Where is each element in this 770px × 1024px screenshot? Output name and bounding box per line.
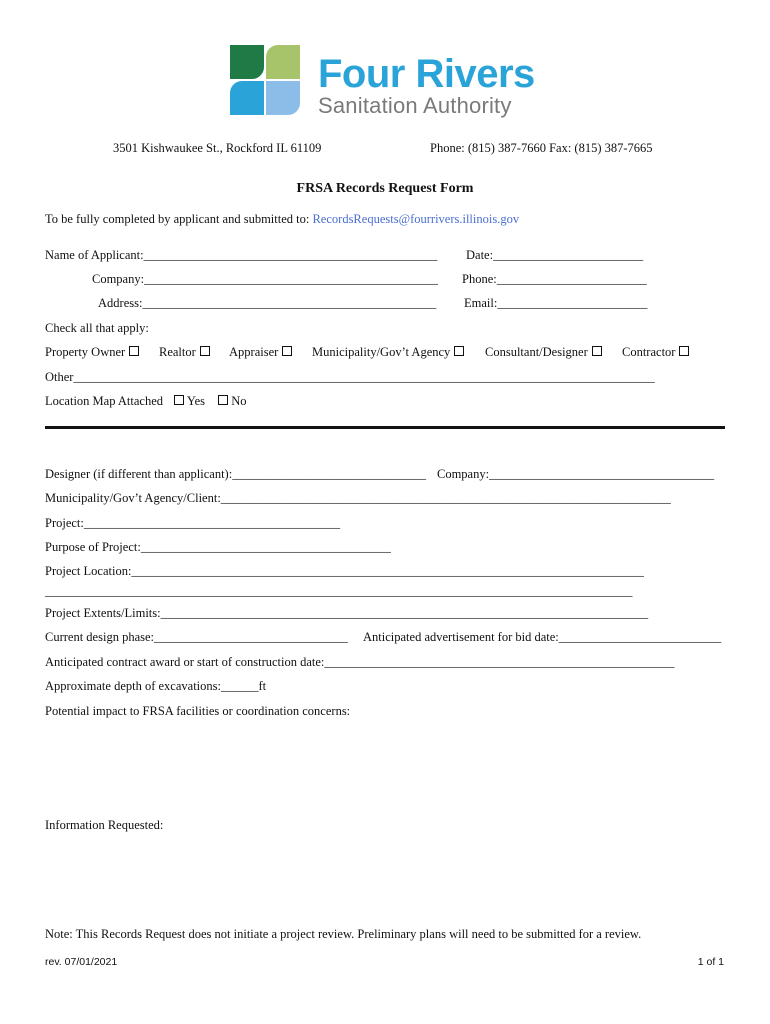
checkbox-icon[interactable]	[592, 346, 602, 356]
address-field[interactable]: Address:_______________________________________________	[98, 296, 437, 310]
option-realtor[interactable]: Realtor	[159, 345, 210, 360]
other-field[interactable]: Other_____________________________________________________________________________________________	[45, 370, 655, 384]
impact-label: Potential impact to FRSA facilities or coordination concerns:	[45, 704, 351, 718]
office-phone-fax: Phone: (815) 387-7660 Fax: (815) 387-7665	[430, 141, 653, 155]
office-address: 3501 Kishwaukee St., Rockford IL 61109	[113, 141, 322, 155]
municipality-client-field[interactable]: Municipality/Gov’t Agency/Client:________________________________________________________________________	[45, 491, 671, 505]
excavation-depth-field[interactable]: Approximate depth of excavations:______ft	[45, 679, 267, 693]
project-location-field[interactable]: Project Location:__________________________________________________________________________________	[45, 564, 644, 578]
checkbox-icon[interactable]	[200, 346, 210, 356]
brand-subtitle: Sanitation Authority	[318, 93, 512, 118]
location-map-label: Location Map Attached	[45, 394, 164, 408]
option-municipality[interactable]: Municipality/Gov’t Agency	[312, 345, 464, 360]
no-checkbox-icon[interactable]	[218, 395, 228, 405]
project-extents-field[interactable]: Project Extents/Limits:______________________________________________________________________________	[45, 606, 649, 620]
option-property-owner[interactable]: Property Owner	[45, 345, 139, 360]
yes-checkbox-icon[interactable]	[174, 395, 184, 405]
check-all-label: Check all that apply:	[45, 321, 149, 335]
project-field[interactable]: Project:_________________________________________	[45, 516, 341, 530]
purpose-field[interactable]: Purpose of Project:________________________________________	[45, 540, 391, 554]
section-divider	[45, 426, 725, 429]
checkbox-icon[interactable]	[679, 346, 689, 356]
submit-email-link[interactable]: RecordsRequests@fourrivers.illinois.gov	[312, 212, 520, 226]
four-rivers-logo-icon	[228, 43, 302, 117]
form-title: FRSA Records Request Form	[296, 181, 474, 196]
no-label: No	[231, 394, 247, 408]
footer-note: Note: This Records Request does not initiate a project review. Preliminary plans will need to be submitted for a review.	[45, 927, 642, 941]
project-location-field-line2[interactable]: ______________________________________________________________________________________________	[45, 584, 633, 598]
bid-date-field[interactable]: Anticipated advertisement for bid date:__________________________	[363, 630, 722, 644]
intro-text: To be fully completed by applicant and submitted to: RecordsRequests@fourrivers.illinois.gov	[45, 212, 520, 226]
option-appraiser[interactable]: Appraiser	[229, 345, 292, 360]
designer-company-field[interactable]: Company:____________________________________	[437, 467, 715, 481]
location-map-row	[45, 394, 247, 409]
checkbox-icon[interactable]	[282, 346, 292, 356]
applicant-name-field[interactable]: Name of Applicant:_______________________________________________	[45, 248, 438, 262]
contract-award-field[interactable]: Anticipated contract award or start of construction date:________________________________________________________	[45, 655, 675, 669]
option-contractor[interactable]: Contractor	[622, 345, 689, 360]
checkbox-icon[interactable]	[454, 346, 464, 356]
design-phase-field[interactable]: Current design phase:_______________________________	[45, 630, 348, 644]
brand-name: Four Rivers	[318, 52, 535, 96]
page-number: 1 of 1	[697, 956, 724, 968]
phone-field[interactable]: Phone:________________________	[462, 272, 647, 286]
yes-label: Yes	[186, 394, 206, 408]
email-field[interactable]: Email:________________________	[464, 296, 648, 310]
date-field[interactable]: Date:________________________	[466, 248, 644, 262]
revision-date: rev. 07/01/2021	[45, 956, 118, 968]
designer-field[interactable]: Designer (if different than applicant):_______________________________	[45, 467, 426, 481]
company-field[interactable]: Company:_______________________________________________	[92, 272, 438, 286]
checkbox-icon[interactable]	[129, 346, 139, 356]
information-requested-label: Information Requested:	[45, 818, 164, 832]
option-consultant[interactable]: Consultant/Designer	[485, 345, 602, 360]
